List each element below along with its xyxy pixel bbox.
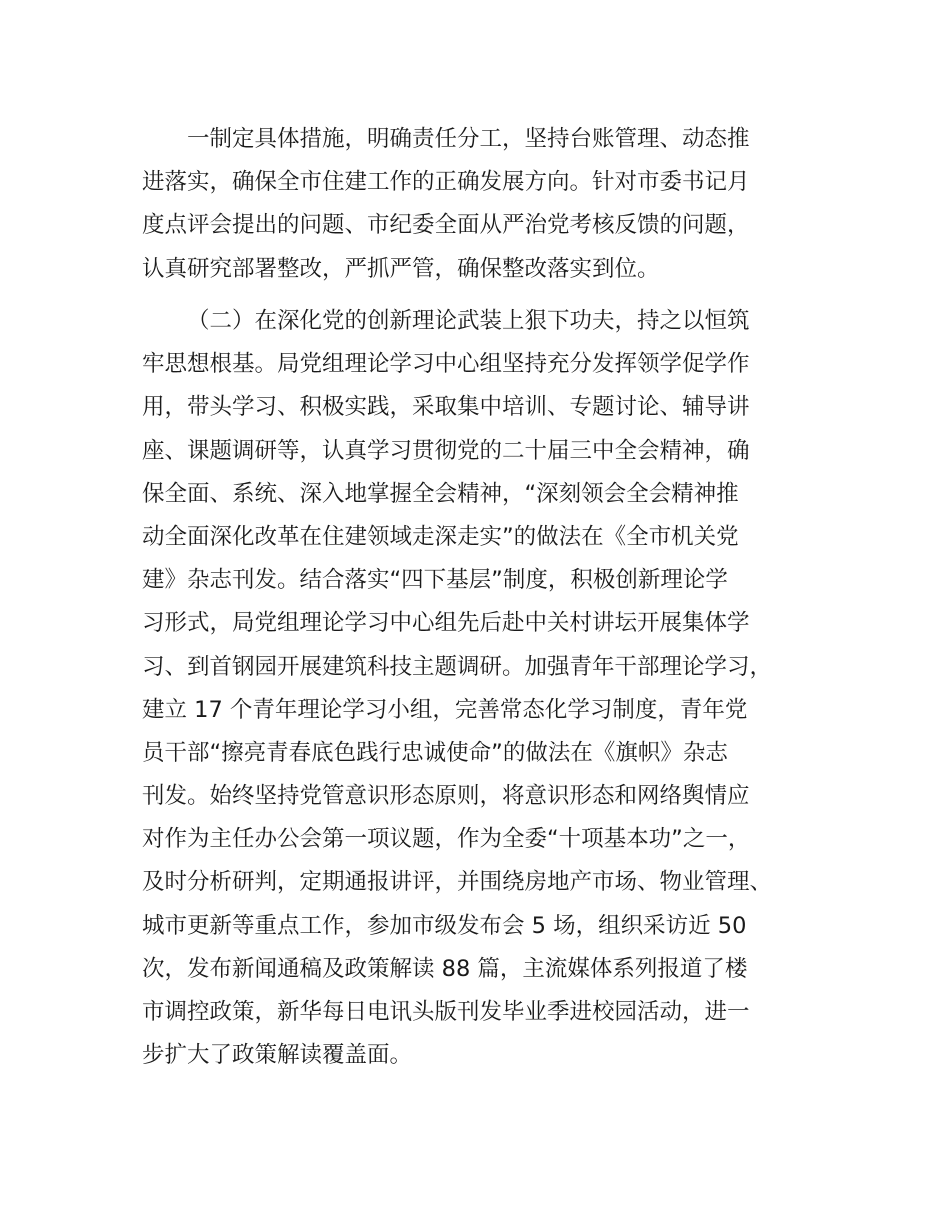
paragraph-line: 习、到首钢园开展建筑科技主题调研。加强青年干部理论学习，: [142, 653, 773, 680]
paragraph-continued: [142, 118, 832, 291]
paragraph-line: 对作为主任办公会第一项议题，作为全委“十项基本功”之一，: [142, 826, 751, 853]
paragraph-section-two: [142, 300, 832, 1077]
paragraph-line: 度点评会提出的问题、市纪委全面从严治党考核反馈的问题，: [142, 212, 750, 239]
paragraph-line: （二）在深化党的创新理论武装上狠下功夫，持之以恒筑: [187, 308, 750, 334]
paragraph-line: 建》杂志刊发。结合落实“四下基层”制度，积极创新理论学: [142, 567, 728, 594]
paragraph-line: 刊发。始终坚持党管意识形态原则，将意识形态和网络舆情应: [142, 783, 750, 810]
paragraph-line: 一制定具体措施，明确责任分工，坚持台账管理、动态推: [187, 126, 750, 152]
paragraph-line: 建立 17 个青年理论学习小组，完善常态化学习制度，青年党: [142, 696, 748, 723]
paragraph-line: 进落实，确保全市住建工作的正确发展方向。针对市委书记月: [142, 169, 750, 196]
paragraph-line: 城市更新等重点工作，参加市级发布会 5 场，组织采访近 50: [142, 912, 747, 939]
paragraph-line: 步扩大了政策解读覆盖面。: [142, 1042, 413, 1069]
paragraph-line: 座、课题调研等，认真学习贯彻党的二十届三中全会精神，确: [142, 437, 750, 464]
paragraph-line: 保全面、系统、深入地掌握全会精神，“深刻领会全会精神推: [142, 480, 739, 507]
paragraph-line: 市调控政策，新华每日电讯头版刊发毕业季进校园活动，进一: [142, 999, 750, 1025]
paragraph-line: 用，带头学习、积极实践，采取集中培训、专题讨论、辅导讲: [142, 394, 750, 421]
paragraph-line: 动全面深化改革在住建领域走深走实”的做法在《全市机关党: [142, 523, 739, 550]
paragraph-line: 习形式，局党组理论学习中心组先后赴中关村讲坛开展集体学: [142, 610, 750, 637]
paragraph-line: 牢思想根基。局党组理论学习中心组坚持充分发挥领学促学作: [142, 351, 750, 378]
paragraph-line: 及时分析研判，定期通报讲评，并围绕房地产市场、物业管理、: [142, 869, 773, 896]
paragraph-line: 员干部“擦亮青春底色践行忠诚使命”的做法在《旗帜》杂志: [142, 739, 728, 766]
paragraph-line: 认真研究部署整改，严抓严管，确保整改落实到位。: [142, 255, 660, 282]
paragraph-line: 次，发布新闻通稿及政策解读 88 篇，主流媒体系列报道了楼: [142, 955, 748, 982]
